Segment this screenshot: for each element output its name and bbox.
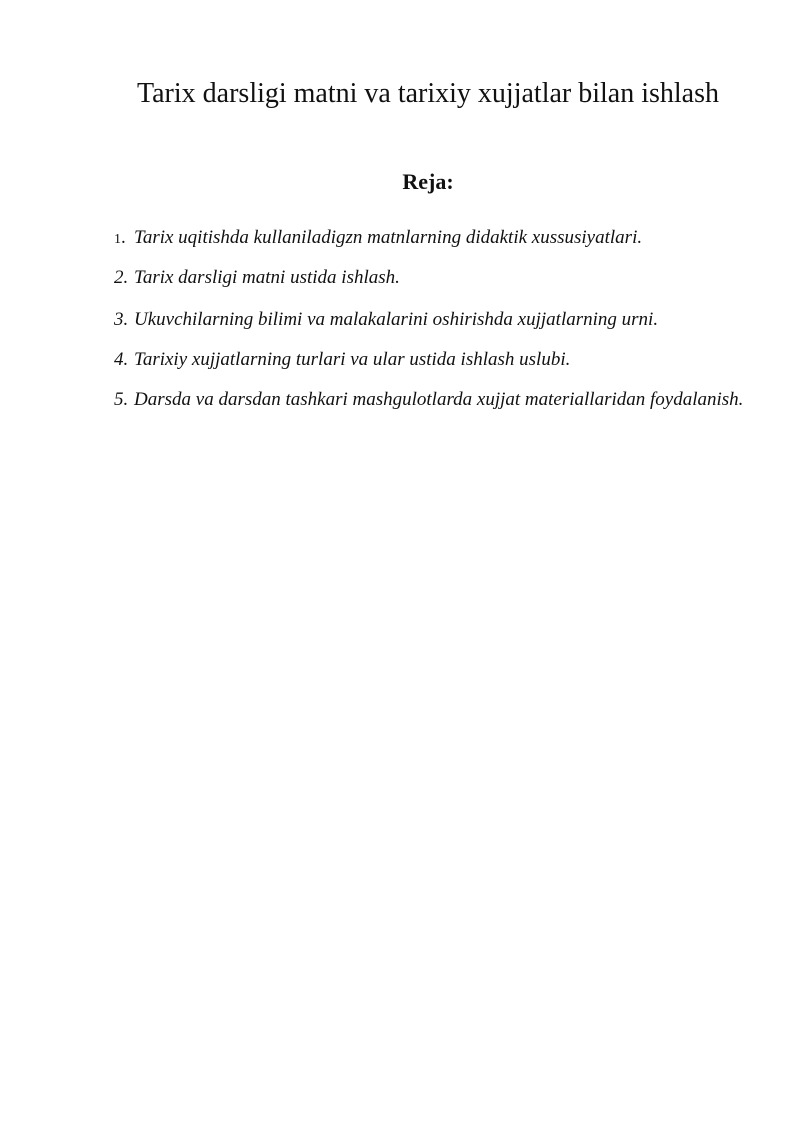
- plan-heading: Reja:: [402, 169, 454, 194]
- plan-item-text: Tarix uqitishda kullaniladigzn matnlarning didaktik xussusiyatlari.: [134, 227, 643, 248]
- plan-item-number: 4.: [114, 349, 129, 370]
- plan-item-text: Tarixiy xujjatlarning turlari va ular ustida ishlash uslubi.: [134, 349, 571, 370]
- plan-item-text: Darsda va darsdan tashkari mashgulotlarda xujjat materiallaridan foydalanish.: [134, 389, 744, 410]
- plan-item-number: 5.: [114, 389, 129, 410]
- plan-item-3: [114, 306, 754, 346]
- plan-item-4: [114, 346, 754, 382]
- plan-item-number: 3.: [114, 309, 129, 330]
- plan-item-5: [114, 382, 754, 417]
- plan-item-2: [114, 264, 754, 306]
- plan-list: [114, 224, 754, 417]
- plan-item-text: Tarix darsligi matni ustida ishlash.: [134, 267, 400, 288]
- plan-item-text: Ukuvchilarning bilimi va malakalarini oshirishda xujjatlarning urni.: [134, 309, 659, 330]
- document-title: Tarix darsligi matni va tarixiy xujjatlar bilan ishlash: [136, 78, 719, 109]
- plan-item-1: [114, 224, 754, 264]
- plan-item-number: 2.: [114, 267, 129, 288]
- plan-item-number: 1.: [114, 227, 126, 248]
